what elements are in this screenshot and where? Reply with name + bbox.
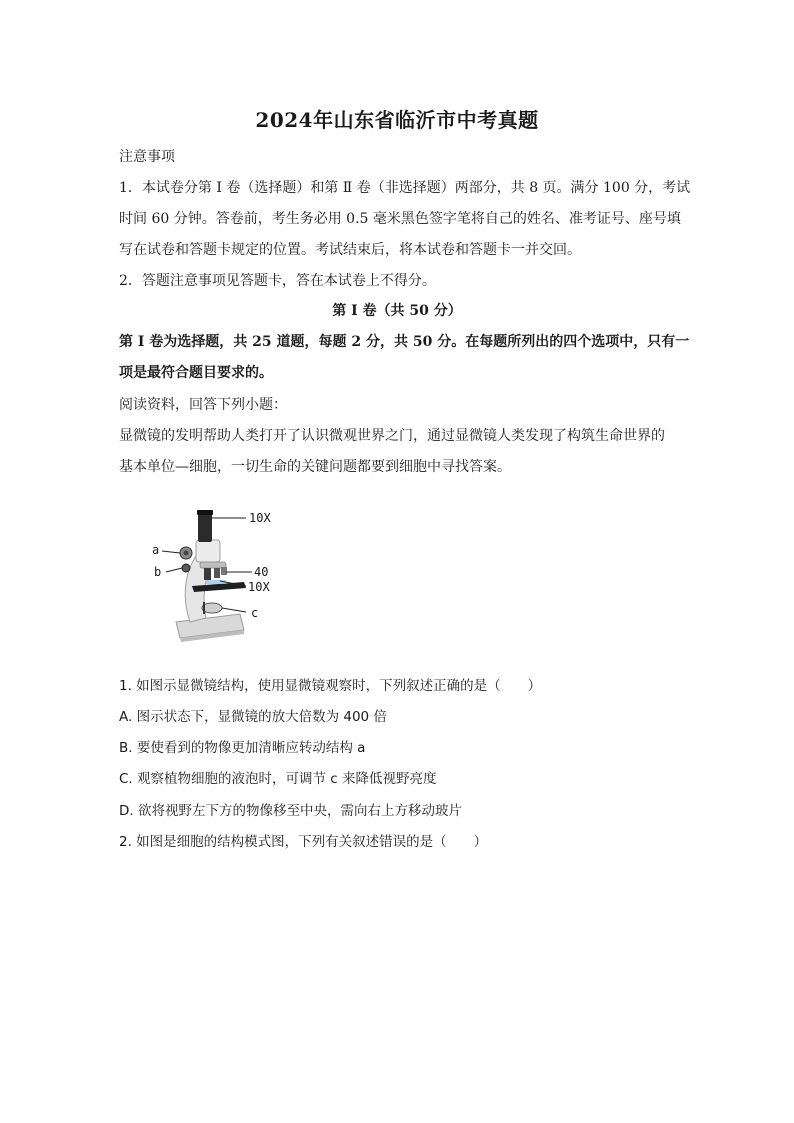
notice-item-1-line-2: 时间 60 分钟。答卷前，考生务必用 0.5 毫米黑色签字笔将自己的姓名、准考证号、座号填 bbox=[119, 211, 681, 227]
question-2: 2. 如图是细胞的结构模式图，下列有关叙述错误的是（ ） bbox=[119, 834, 488, 850]
reading-prompt: 阅读资料，回答下列小题： bbox=[119, 397, 287, 413]
question-1-option-c: C. 观察植物细胞的液泡时，可调节 c 来降低视野亮度 bbox=[119, 771, 437, 787]
question-1-option-b: B. 要使看到的物像更加清晰应转动结构 a bbox=[119, 740, 366, 756]
reading-paragraph-line-2: 基本单位—细胞，一切生命的关键问题都要到细胞中寻找答案。 bbox=[119, 459, 511, 475]
section-desc-line-1: 第 I 卷为选择题，共 25 道题，每题 2 分，共 50 分。在每题所列出的四个选项中，只有一 bbox=[119, 334, 690, 350]
objective-low-label: 10X bbox=[248, 580, 270, 594]
notice-item-1-line-1: 1．本试卷分第 I 卷（选择题）和第 Ⅱ 卷（非选择题）两部分，共 8 页。满分 100 分，考试 bbox=[119, 180, 691, 196]
section-desc-line-2: 项是最符合题目要求的。 bbox=[119, 365, 273, 381]
question-1-option-d: D. 欲将视野左下方的物像移至中央，需向右上方移动玻片 bbox=[119, 803, 462, 819]
reading-paragraph-line-1: 显微镜的发明帮助人类打开了认识微观世界之门，通过显微镜人类发现了构筑生命世界的 bbox=[119, 428, 665, 444]
question-1-option-a: A. 图示状态下，显微镜的放大倍数为 400 倍 bbox=[119, 709, 387, 725]
label-a: a bbox=[152, 543, 160, 557]
objective-high-label: 40 bbox=[254, 565, 269, 579]
microscope-figure bbox=[148, 504, 288, 644]
notice-item-1-line-3: 写在试卷和答题卡规定的位置。考试结束后，将本试卷和答题卡一并交回。 bbox=[119, 242, 581, 258]
page-title: 2024年山东省临沂市中考真题 bbox=[255, 108, 539, 132]
eyepiece-label: 10X bbox=[249, 511, 271, 525]
label-c: c bbox=[251, 606, 259, 620]
question-1: 1. 如图示显微镜结构，使用显微镜观察时，下列叙述正确的是（ ） bbox=[119, 678, 542, 694]
notice-item-2: 2．答题注意事项见答题卡，答在本试卷上不得分。 bbox=[119, 273, 436, 289]
notice-heading: 注意事项 bbox=[119, 149, 175, 165]
section-title: 第 I 卷（共 50 分） bbox=[332, 303, 462, 319]
label-b: b bbox=[154, 565, 162, 579]
